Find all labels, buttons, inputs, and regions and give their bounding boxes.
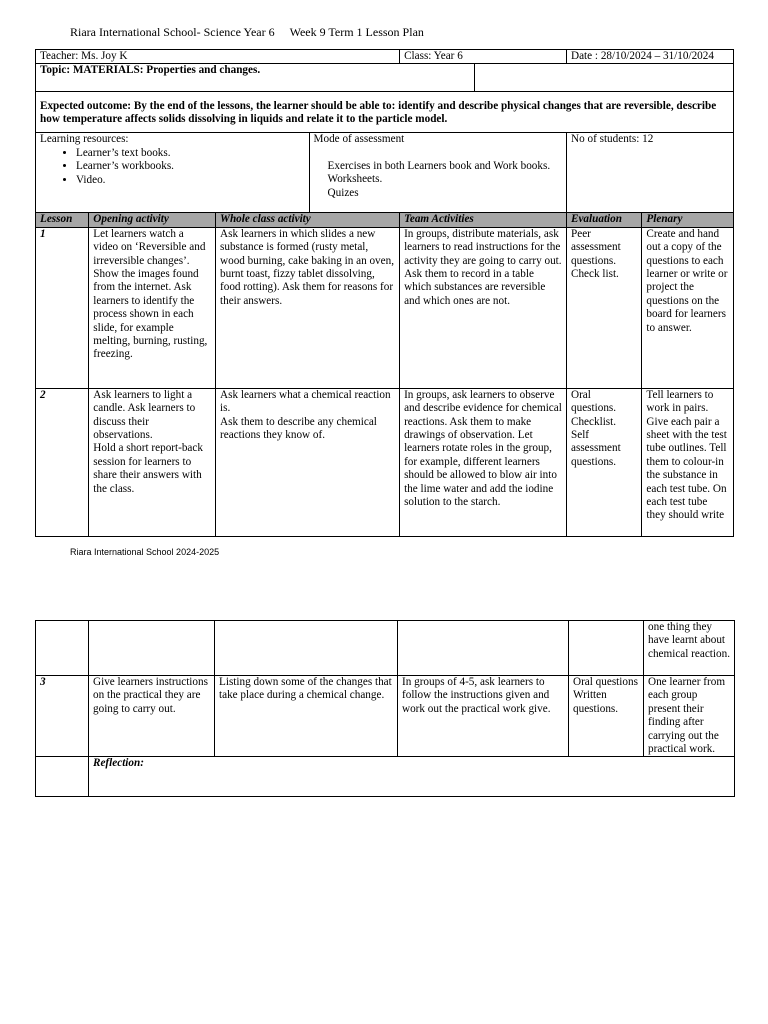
column-header-opening: Opening activity bbox=[89, 213, 216, 227]
column-header-evaluation: Evaluation bbox=[567, 213, 642, 227]
topic-cell: Topic: MATERIALS: Properties and changes. bbox=[36, 64, 475, 92]
lesson-number: 3 bbox=[36, 676, 89, 757]
column-header-team: Team Activities bbox=[400, 213, 567, 227]
expected-outcome-cell: Expected outcome: By the end of the lessons, the learner should be able to: identify and describe physical changes that are reversible, describe how temperature affects solids dissolving in liquids and relate it to the particle model. bbox=[36, 92, 734, 133]
class-cell: Class: Year 6 bbox=[400, 50, 567, 64]
table-row bbox=[36, 676, 735, 757]
resource-item: • Learner’s text books. bbox=[76, 147, 305, 160]
whole-class-activity: Ask learners what a chemical reaction is. Ask them to describe any chemical reactions they know of. bbox=[216, 388, 400, 536]
opening-activity: Give learners instructions on the practical they are going to carry out. bbox=[89, 676, 215, 757]
reflection-row bbox=[36, 757, 735, 797]
resource-item: • Learner’s workbooks. bbox=[76, 160, 305, 173]
date-cell: Date : 28/10/2024 – 31/10/2024 bbox=[567, 50, 734, 64]
resources-cell bbox=[36, 133, 310, 213]
table-row bbox=[36, 621, 735, 676]
header-school-subject: Riara International School- Science Year 6 bbox=[70, 25, 275, 39]
page-header bbox=[70, 26, 424, 39]
students-cell: No of students: 12 bbox=[567, 133, 734, 213]
teacher-cell: Teacher: Ms. Joy K bbox=[36, 50, 400, 64]
plenary: One learner from each group present their finding after carrying out the practical work. bbox=[644, 676, 735, 757]
page-footer: Riara International School 2024-2025 bbox=[70, 547, 220, 557]
table-row bbox=[36, 227, 734, 388]
opening-activity: Let learners watch a video on ‘Reversible and irreversible changes’. Show the images found from the internet. Ask learners to identify the process shown in each slide, for example melting, burning, rusting, freezing. bbox=[89, 227, 216, 388]
team-activity: In groups, ask learners to observe and describe evidence for chemical reactions. Ask them to make drawings of observation. Let learners rotate roles in the group, for example, different learners should be allowed to blow air into the lime water and add the iodine solution to the starch. bbox=[400, 388, 567, 536]
assessment-cell bbox=[309, 133, 566, 213]
resource-item: • Video. bbox=[76, 174, 305, 187]
whole-class-activity: Ask learners in which slides a new substance is formed (rusty metal, wood burning, cake baking in an oven, burnt toast, fizzy tablet dissolving, food rotting). Ask them for reasons for their answers. bbox=[216, 227, 400, 388]
reflection-label: Reflection: bbox=[89, 757, 735, 797]
team-activity: In groups, distribute materials, ask learners to read instructions for the activity they are going to carry out. Ask them to record in a table which substances are reversible and which ones are not. bbox=[400, 227, 567, 388]
table-row bbox=[36, 388, 734, 536]
evaluation: Peer assessment questions. Check list. bbox=[567, 227, 642, 388]
plenary-continued: one thing they have learnt about chemical reaction. bbox=[644, 621, 735, 676]
assessment-item: Worksheets. bbox=[327, 173, 383, 186]
evaluation: Oral questions. Checklist. Self assessment questions. bbox=[567, 388, 642, 536]
resources-label: Learning resources: bbox=[40, 133, 129, 146]
lesson-plan-table-page2 bbox=[35, 620, 735, 797]
lesson-number: 2 bbox=[36, 388, 89, 536]
header-week-term: Week 9 Term 1 Lesson Plan bbox=[289, 25, 424, 39]
resources-list bbox=[40, 147, 305, 187]
column-header-plenary: Plenary bbox=[642, 213, 734, 227]
lesson-plan-table-page1 bbox=[35, 49, 734, 537]
plenary: Tell learners to work in pairs. Give each pair a sheet with the test tube outlines. Tell them to colour-in the substance in each test tube. On each test tube they should write bbox=[642, 388, 734, 536]
assessment-label: Mode of assessment bbox=[313, 133, 405, 146]
opening-activity: Ask learners to light a candle. Ask learners to discuss their observations. Hold a short report-back session for learners to share their answers with the class. bbox=[89, 388, 216, 536]
assessment-item: Exercises in both Learners book and Work books. bbox=[327, 159, 551, 172]
lesson-number: 1 bbox=[36, 227, 89, 388]
column-header-whole-class: Whole class activity bbox=[216, 213, 400, 227]
plenary: Create and hand out a copy of the questions to each learner or write or project the questions on the board for learners to answer. bbox=[642, 227, 734, 388]
team-activity: In groups of 4-5, ask learners to follow the instructions given and work out the practical work give. bbox=[398, 676, 569, 757]
column-header-lesson: Lesson bbox=[36, 213, 89, 227]
assessment-item: Quizes bbox=[327, 186, 359, 199]
topic-empty-cell bbox=[475, 64, 734, 92]
evaluation: Oral questions Written questions. bbox=[569, 676, 644, 757]
whole-class-activity: Listing down some of the changes that take place during a chemical change. bbox=[215, 676, 398, 757]
